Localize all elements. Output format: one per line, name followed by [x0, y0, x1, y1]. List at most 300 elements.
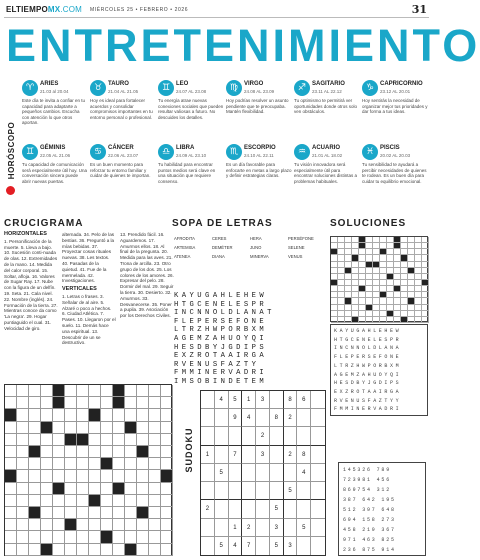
crossword-cell[interactable]: [53, 434, 65, 446]
crossword-cell[interactable]: [5, 446, 17, 458]
sudoku-cell[interactable]: 5: [215, 537, 229, 555]
sudoku-cell[interactable]: [242, 446, 256, 464]
crossword-cell[interactable]: [17, 519, 29, 531]
crossword-cell[interactable]: [77, 409, 89, 421]
sudoku-cell[interactable]: [242, 427, 256, 445]
crossword-cell[interactable]: [101, 470, 113, 482]
crossword-block: [101, 531, 113, 543]
solution-crossword-cell: [331, 317, 338, 323]
crossword-cell[interactable]: [41, 458, 53, 470]
crossword-cell[interactable]: [29, 434, 41, 446]
crossword-cell[interactable]: [149, 495, 161, 507]
crossword-cell[interactable]: [77, 458, 89, 470]
zodiac-icon: ♏: [226, 144, 242, 160]
crossword-cell[interactable]: [65, 385, 77, 397]
sudoku-cell[interactable]: [270, 482, 284, 500]
crossword-cell[interactable]: [53, 544, 65, 556]
crossword-cell[interactable]: [125, 409, 137, 421]
solution-crossword-cell: [345, 317, 352, 323]
crossword-grid[interactable]: [4, 384, 172, 556]
crossword-cell[interactable]: [77, 470, 89, 482]
crossword-cell[interactable]: [161, 446, 173, 458]
crossword-cell[interactable]: [77, 507, 89, 519]
crossword-cell[interactable]: [53, 422, 65, 434]
crossword-cell[interactable]: [65, 507, 77, 519]
crossword-cell[interactable]: [149, 397, 161, 409]
sudoku-cell[interactable]: [311, 500, 325, 518]
wordsearch-word-list: [174, 236, 324, 266]
crossword-cell[interactable]: [137, 544, 149, 556]
crossword-cell[interactable]: [5, 434, 17, 446]
sudoku-cell[interactable]: 2: [284, 409, 298, 427]
sudoku-cell[interactable]: 1: [242, 391, 256, 409]
crossword-cell[interactable]: [17, 483, 29, 495]
crossword-cell[interactable]: [149, 458, 161, 470]
crossword-cell[interactable]: [161, 495, 173, 507]
sudoku-cell[interactable]: [201, 482, 215, 500]
crossword-cell[interactable]: [77, 397, 89, 409]
crossword-cell[interactable]: [17, 458, 29, 470]
sudoku-cell[interactable]: [215, 482, 229, 500]
crossword-cell[interactable]: [29, 470, 41, 482]
crossword-cell[interactable]: [29, 483, 41, 495]
crossword-cell[interactable]: [77, 531, 89, 543]
crossword-cell[interactable]: [125, 385, 137, 397]
crossword-cell[interactable]: [125, 397, 137, 409]
crossword-cell[interactable]: [149, 531, 161, 543]
sudoku-cell[interactable]: [229, 464, 243, 482]
sudoku-cell[interactable]: [201, 427, 215, 445]
sudoku-cell[interactable]: 2: [242, 519, 256, 537]
crossword-cell[interactable]: [125, 531, 137, 543]
crossword-cell[interactable]: [89, 458, 101, 470]
sudoku-cell[interactable]: 5: [297, 519, 311, 537]
crossword-cell[interactable]: [125, 446, 137, 458]
horoscope-label: [4, 116, 18, 196]
sudoku-cell[interactable]: 8: [284, 391, 298, 409]
crossword-cell[interactable]: [53, 470, 65, 482]
crossword-cell[interactable]: [101, 483, 113, 495]
crossword-block: [113, 483, 125, 495]
crossword-cell[interactable]: [77, 544, 89, 556]
crossword-cell[interactable]: [125, 495, 137, 507]
sudoku-cell[interactable]: [297, 409, 311, 427]
crossword-cell[interactable]: [41, 519, 53, 531]
crossword-block: [5, 470, 17, 482]
crossword-cell[interactable]: [29, 531, 41, 543]
crossword-cell[interactable]: [149, 507, 161, 519]
sudoku-cell[interactable]: [311, 409, 325, 427]
sudoku-cell[interactable]: 5: [270, 500, 284, 518]
solution-wordsearch-row: INCNNOLDLANA: [334, 345, 402, 352]
sudoku-cell[interactable]: 5: [270, 537, 284, 555]
sudoku-cell[interactable]: 3: [256, 446, 270, 464]
crossword-cell[interactable]: [161, 507, 173, 519]
sudoku-cell[interactable]: 9: [229, 409, 243, 427]
sudoku-cell[interactable]: [201, 464, 215, 482]
crossword-cell[interactable]: [149, 409, 161, 421]
crossword-cell[interactable]: [41, 409, 53, 421]
crossword-cell[interactable]: [149, 470, 161, 482]
crossword-cell[interactable]: [125, 483, 137, 495]
crossword-cell[interactable]: [5, 507, 17, 519]
crossword-cell[interactable]: [125, 470, 137, 482]
crossword-cell[interactable]: [41, 434, 53, 446]
sign-name: VIRGO: [244, 81, 264, 87]
crossword-cell[interactable]: [65, 544, 77, 556]
crossword-cell[interactable]: [5, 531, 17, 543]
horoscope-sign-leo: [158, 80, 226, 142]
crossword-cell[interactable]: [89, 470, 101, 482]
crossword-cell[interactable]: [89, 385, 101, 397]
crossword-cell[interactable]: [149, 434, 161, 446]
crossword-cell[interactable]: [17, 385, 29, 397]
crossword-cell[interactable]: [89, 544, 101, 556]
crossword-cell[interactable]: [77, 519, 89, 531]
wordsearch-row: FLEPERSEFONE: [174, 317, 268, 326]
sudoku-cell[interactable]: [256, 500, 270, 518]
crossword-cell[interactable]: [113, 422, 125, 434]
crossword-cell[interactable]: [101, 446, 113, 458]
sudoku-cell[interactable]: [215, 409, 229, 427]
sudoku-cell[interactable]: [201, 391, 215, 409]
crossword-cell[interactable]: [77, 483, 89, 495]
sudoku-cell[interactable]: 3: [256, 391, 270, 409]
crossword-cell[interactable]: [137, 483, 149, 495]
sudoku-cell[interactable]: 6: [297, 391, 311, 409]
sudoku-cell[interactable]: [229, 500, 243, 518]
crossword-cell[interactable]: [17, 434, 29, 446]
crossword-cell[interactable]: [101, 397, 113, 409]
crossword-cell[interactable]: [89, 483, 101, 495]
sudoku-cell[interactable]: [311, 519, 325, 537]
sudoku-cell[interactable]: [256, 409, 270, 427]
crossword-cell[interactable]: [29, 397, 41, 409]
page-number: 31: [411, 3, 427, 16]
crossword-cell[interactable]: [29, 409, 41, 421]
sign-text: Es un día favorable para enfocarte en metas a largo plazo y definir estrategias claras.: [226, 162, 292, 179]
crossword-cell[interactable]: [5, 422, 17, 434]
sudoku-cell[interactable]: [242, 482, 256, 500]
horizontal-heading: HORIZONTALES: [4, 231, 47, 237]
crossword-cell[interactable]: [137, 434, 149, 446]
crossword-cell[interactable]: [113, 470, 125, 482]
crossword-cell[interactable]: [137, 531, 149, 543]
crossword-cell[interactable]: [17, 409, 29, 421]
sudoku-cell[interactable]: [256, 482, 270, 500]
sudoku-cell[interactable]: [270, 391, 284, 409]
sudoku-cell[interactable]: 2: [201, 500, 215, 518]
crossword-cell[interactable]: [125, 434, 137, 446]
crossword-cell[interactable]: [101, 495, 113, 507]
solution-wordsearch-row: FMMINERVADRI: [334, 406, 402, 413]
crossword-cell[interactable]: [53, 446, 65, 458]
sudoku-grid[interactable]: [200, 390, 326, 556]
crossword-cell[interactable]: [29, 458, 41, 470]
wordsearch-word: PERSÉFONE: [288, 236, 314, 241]
solution-crossword-cell: [338, 317, 345, 323]
crossword-cell[interactable]: [29, 422, 41, 434]
crossword-cell[interactable]: [101, 409, 113, 421]
sudoku-cell[interactable]: 2: [284, 446, 298, 464]
crossword-cell[interactable]: [137, 422, 149, 434]
wordsearch-row: FMMINERVADRI: [174, 369, 268, 378]
crossword-block: [5, 409, 17, 421]
sudoku-cell[interactable]: [311, 427, 325, 445]
sudoku-cell[interactable]: [270, 464, 284, 482]
crossword-cell[interactable]: [41, 397, 53, 409]
sudoku-cell[interactable]: 5: [215, 464, 229, 482]
crossword-cell[interactable]: [53, 519, 65, 531]
crossword-cell[interactable]: [65, 422, 77, 434]
sudoku-cell[interactable]: [311, 482, 325, 500]
crossword-cell[interactable]: [101, 544, 113, 556]
crossword-cell[interactable]: [101, 385, 113, 397]
crossword-cell[interactable]: [17, 470, 29, 482]
sudoku-cell[interactable]: [284, 500, 298, 518]
sudoku-cell[interactable]: [270, 446, 284, 464]
sudoku-cell[interactable]: [242, 464, 256, 482]
crossword-cell[interactable]: [161, 544, 173, 556]
solution-crossword-cell: [373, 317, 380, 323]
crossword-cell[interactable]: [5, 519, 17, 531]
crossword-cell[interactable]: [161, 531, 173, 543]
crossword-cell[interactable]: [161, 434, 173, 446]
crossword-cell[interactable]: [89, 507, 101, 519]
page-header: [4, 4, 429, 18]
zodiac-icon: ♊: [22, 144, 38, 160]
sudoku-cell[interactable]: [284, 464, 298, 482]
crossword-cell[interactable]: [41, 385, 53, 397]
sudoku-cell[interactable]: [256, 519, 270, 537]
sign-dates: 24.08 AL 23.09: [244, 89, 275, 94]
wordsearch-word: HERA: [250, 236, 262, 241]
sudoku-cell[interactable]: [284, 427, 298, 445]
sudoku-cell[interactable]: 4: [215, 391, 229, 409]
crossword-cell[interactable]: [17, 544, 29, 556]
sudoku-cell[interactable]: 2: [256, 427, 270, 445]
crossword-cell[interactable]: [89, 422, 101, 434]
crossword-cell[interactable]: [29, 519, 41, 531]
crossword-cell[interactable]: [41, 507, 53, 519]
crossword-cell[interactable]: [113, 446, 125, 458]
crossword-cell[interactable]: [113, 458, 125, 470]
crossword-cell[interactable]: [65, 470, 77, 482]
crossword-cell[interactable]: [161, 483, 173, 495]
crossword-cell[interactable]: [149, 422, 161, 434]
brand-logo[interactable]: [6, 5, 82, 14]
crossword-cell[interactable]: [77, 446, 89, 458]
crossword-cell[interactable]: [113, 519, 125, 531]
crossword-cell[interactable]: [101, 507, 113, 519]
sign-name: ESCORPIO: [244, 145, 276, 151]
sign-text: Tu capacidad de comunicación será especialmente útil hoy. Una conversación sincera puede abrir nuevas puertas.: [22, 162, 87, 184]
crossword-cell[interactable]: [137, 385, 149, 397]
sudoku-cell[interactable]: [215, 446, 229, 464]
crossword-cell[interactable]: [17, 397, 29, 409]
sudoku-cell[interactable]: 1: [201, 446, 215, 464]
crossword-cell[interactable]: [53, 507, 65, 519]
crossword-cell[interactable]: [89, 519, 101, 531]
sudoku-cell[interactable]: [256, 464, 270, 482]
sudoku-cell[interactable]: 1: [229, 519, 243, 537]
sudoku-cell[interactable]: 3: [270, 519, 284, 537]
crossword-cell[interactable]: [125, 507, 137, 519]
sudoku-cell[interactable]: 7: [242, 537, 256, 555]
solutions-title: SOLUCIONES: [330, 218, 407, 229]
sudoku-cell[interactable]: [201, 409, 215, 427]
crossword-cell[interactable]: [29, 495, 41, 507]
sudoku-cell[interactable]: [229, 427, 243, 445]
crossword-cell[interactable]: [137, 397, 149, 409]
crossword-cell[interactable]: [149, 519, 161, 531]
sudoku-cell[interactable]: 8: [297, 446, 311, 464]
sudoku-cell[interactable]: [311, 464, 325, 482]
sign-name: TAURO: [108, 81, 129, 87]
crossword-cell[interactable]: [113, 544, 125, 556]
crossword-cell[interactable]: [113, 409, 125, 421]
crossword-cell[interactable]: [41, 446, 53, 458]
crossword-cell[interactable]: [41, 483, 53, 495]
crossword-cell[interactable]: [5, 397, 17, 409]
crossword-cell[interactable]: [161, 397, 173, 409]
sudoku-cell[interactable]: [229, 482, 243, 500]
sudoku-cell[interactable]: 7: [229, 446, 243, 464]
crossword-cell[interactable]: [17, 446, 29, 458]
crossword-cell[interactable]: [89, 446, 101, 458]
crossword-cell[interactable]: [65, 531, 77, 543]
crossword-cell[interactable]: [5, 495, 17, 507]
sudoku-cell[interactable]: [284, 519, 298, 537]
sudoku-cell[interactable]: 4: [242, 409, 256, 427]
crossword-cell[interactable]: [113, 495, 125, 507]
sudoku-cell[interactable]: [201, 519, 215, 537]
solution-wordsearch-row: HTGCENELESPR: [334, 336, 402, 343]
sudoku-cell[interactable]: [215, 500, 229, 518]
crossword-cell[interactable]: [113, 507, 125, 519]
crossword-cell[interactable]: [29, 385, 41, 397]
crossword-cell[interactable]: [53, 458, 65, 470]
sudoku-cell[interactable]: 3: [284, 537, 298, 555]
crossword-cell[interactable]: [137, 495, 149, 507]
crossword-cell[interactable]: [101, 434, 113, 446]
crossword-cell[interactable]: [41, 470, 53, 482]
sudoku-cell[interactable]: 8: [270, 409, 284, 427]
crossword-cell[interactable]: [149, 483, 161, 495]
crossword-cell[interactable]: [5, 458, 17, 470]
crossword-cell[interactable]: [41, 531, 53, 543]
crossword-cell[interactable]: [53, 531, 65, 543]
sign-text: Es un buen momento para reforzar tu entorno familiar y cuidar de quienes te importan.: [90, 162, 151, 179]
wordsearch-word: MINERVA: [250, 254, 269, 259]
sudoku-cell[interactable]: [297, 427, 311, 445]
solution-wordsearch-row: FLEPERSEFONE: [334, 354, 402, 361]
crossword-cell[interactable]: [89, 434, 101, 446]
solution-crossword-cell: [359, 317, 366, 323]
sudoku-cell[interactable]: [297, 500, 311, 518]
sudoku-cell[interactable]: [215, 427, 229, 445]
crossword-cell[interactable]: [137, 458, 149, 470]
crossword-cell[interactable]: [101, 422, 113, 434]
crossword-cell[interactable]: [113, 434, 125, 446]
crossword-cell[interactable]: [65, 483, 77, 495]
sudoku-cell[interactable]: [311, 391, 325, 409]
crossword-cell[interactable]: [161, 385, 173, 397]
sudoku-cell[interactable]: [270, 427, 284, 445]
crossword-cell[interactable]: [89, 397, 101, 409]
crossword-cell[interactable]: [53, 409, 65, 421]
crossword-cell[interactable]: [29, 544, 41, 556]
crossword-cell[interactable]: [65, 446, 77, 458]
sudoku-label: [182, 425, 196, 485]
crossword-cell[interactable]: [125, 519, 137, 531]
crossword-cell[interactable]: [65, 397, 77, 409]
crossword-cell[interactable]: [149, 446, 161, 458]
crossword-cell[interactable]: [161, 458, 173, 470]
crossword-cell[interactable]: [77, 495, 89, 507]
crossword-cell[interactable]: [65, 409, 77, 421]
crossword-cell[interactable]: [65, 458, 77, 470]
crossword-cell[interactable]: [65, 495, 77, 507]
crossword-cell[interactable]: [53, 495, 65, 507]
issue-date: MIÉRCOLES 25 • FEBRERO • 2026: [90, 7, 189, 13]
crossword-cell[interactable]: [161, 422, 173, 434]
crossword-cell[interactable]: [17, 422, 29, 434]
sudoku-cell[interactable]: [256, 537, 270, 555]
crossword-cell[interactable]: [161, 409, 173, 421]
crossword-cell[interactable]: [41, 495, 53, 507]
solution-sudoku-row: 971 463 825: [343, 537, 396, 543]
sudoku-cell[interactable]: 5: [229, 391, 243, 409]
sudoku-cell[interactable]: 4: [229, 537, 243, 555]
sign-dates: 24.09 AL 23.10: [176, 153, 207, 158]
sign-dates: 23.11 AL 22.12: [312, 89, 342, 94]
sudoku-cell[interactable]: [297, 537, 311, 555]
crossword-cell[interactable]: [161, 519, 173, 531]
crossword-cell[interactable]: [5, 483, 17, 495]
crossword-cell[interactable]: [137, 519, 149, 531]
sudoku-cell[interactable]: [311, 537, 325, 555]
crossword-cell[interactable]: [149, 385, 161, 397]
crossword-block: [53, 483, 65, 495]
sudoku-cell[interactable]: 4: [297, 464, 311, 482]
crossword-cell[interactable]: [5, 544, 17, 556]
sudoku-cell[interactable]: 5: [284, 482, 298, 500]
crossword-cell[interactable]: [137, 409, 149, 421]
sudoku-cell[interactable]: [297, 482, 311, 500]
sudoku-cell[interactable]: [242, 500, 256, 518]
crossword-cell[interactable]: [149, 544, 161, 556]
crossword-cell[interactable]: [17, 507, 29, 519]
crossword-cell[interactable]: [137, 470, 149, 482]
crossword-cell[interactable]: [89, 531, 101, 543]
crossword-cell[interactable]: [125, 458, 137, 470]
crossword-cell[interactable]: [77, 385, 89, 397]
crossword-cell[interactable]: [77, 422, 89, 434]
crossword-cell[interactable]: [17, 531, 29, 543]
sudoku-cell[interactable]: [215, 519, 229, 537]
sudoku-cell[interactable]: [311, 446, 325, 464]
crossword-cell[interactable]: [113, 531, 125, 543]
crossword-cell[interactable]: [101, 519, 113, 531]
sudoku-cell[interactable]: [201, 537, 215, 555]
wordsearch-grid[interactable]: [174, 292, 322, 387]
solution-sudoku-row: 458 219 367: [343, 527, 396, 533]
sign-name: ACUARIO: [312, 145, 340, 151]
crossword-cell[interactable]: [5, 385, 17, 397]
zodiac-icon: ♋: [90, 144, 106, 160]
crossword-cell[interactable]: [17, 495, 29, 507]
